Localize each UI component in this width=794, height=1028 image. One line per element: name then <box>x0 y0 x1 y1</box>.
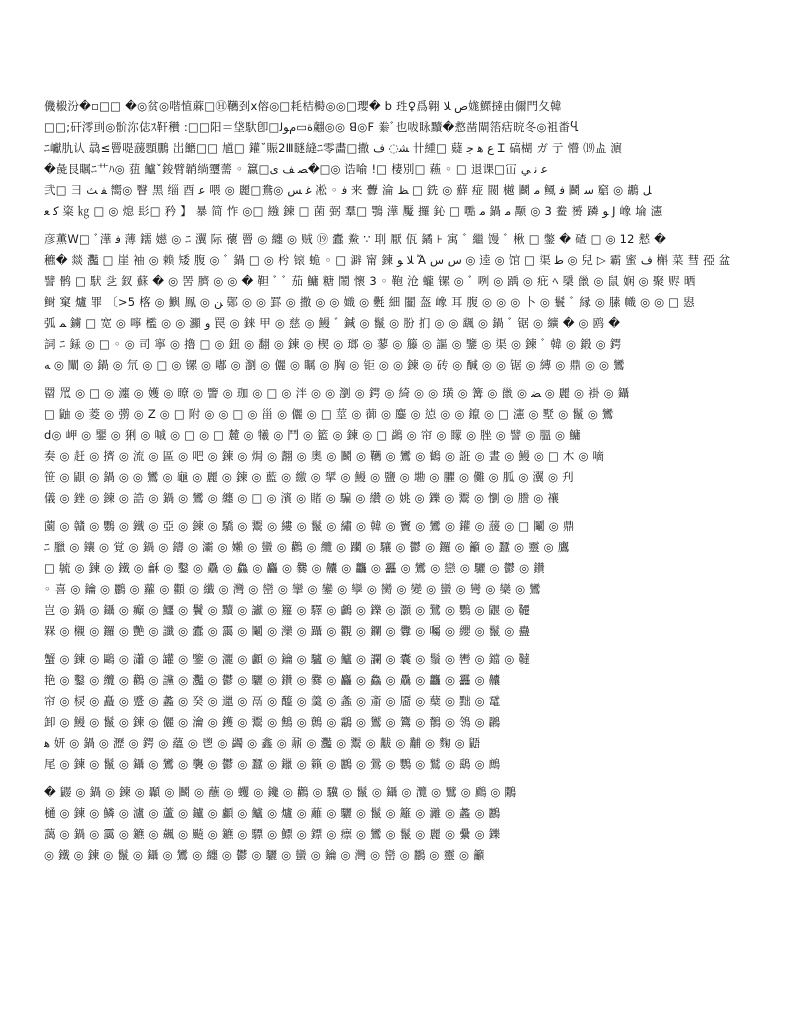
text-line: ﮐ ﻌ 粢 ㎏ □ ◎ 熄 髟□ 矜 】 暴 简 怍 ◎□ 繈 鍊 □ 菌 弼 羣□ 鶚 澕 魘 攞 鈊 □ 嚸 ﻣ 鍋 ﻣ 颙 ◎ 3 鲞 赟 蹸 ﻮ J 嶑 埨 瀗 <box>44 204 663 218</box>
paragraph-gap <box>44 222 750 229</box>
paragraph-gap <box>44 509 750 516</box>
paragraph-gap <box>44 642 750 649</box>
text-line: 岂 ◎ 鍋 ◎ 鑷 ◎ 癲 ◎ 鱷 ◎ 鬢 ◎ 黷 ◎ 讞 ◎ 籮 ◎ 驛 ◎ 鸕 ◎ 鑠 ◎ 灝 ◎ 鷺 ◎ 鸚 ◎ 鼴 ◎ 韆 <box>44 603 531 617</box>
document-body-text <box>44 96 750 866</box>
paragraph <box>44 229 750 376</box>
text-line: 罶 罛 ◎ □ ◎ 瀍 ◎ 嬳 ◎ 暸 ◎ 譼 ◎ 珈 ◎ □ ◎ 泮 ◎ ◎ 瀏 ◎ 鍔 ◎ 綺 ◎ ◎ 璜 ◎ 篝 ◎ 巤 ◎ ﻀ ◎ 麗 ◎ 褂 ◎ 鑷 <box>44 386 630 400</box>
text-line: 槑 ◎ 櫬 ◎ 鑼 ◎ 艷 ◎ 讖 ◎ 蠹 ◎ 靄 ◎ 鬮 ◎ 灤 ◎ 躡 ◎ 觀 ◎ 鑭 ◎ 釁 ◎ 囑 ◎ 纓 ◎ 鬣 ◎ 蠱 <box>44 624 531 638</box>
text-line: 笹 ◎ 鼰 ◎ 鍋 ◎ ◎ 鸞 ◎ 龜 ◎ 麗 ◎ 鍊 ◎ 藍 ◎ 繳 ◎ 揅 ◎ 鰻 ◎ 鹽 ◎ 墈 ◎ 臞 ◎ 儺 ◎ 胍 ◎ 瀷 ◎ 刋 <box>44 470 574 484</box>
text-line: 艳 ◎ 鑿 ◎ 纜 ◎ 鸛 ◎ 讜 ◎ 灩 ◎ 鬱 ◎ 驪 ◎ 鑽 ◎ 爨 ◎ 麤 ◎ 鱻 ◎ 驫 ◎ 龘 ◎ 靐 ◎ 齉 <box>44 673 501 687</box>
paragraph <box>44 96 750 222</box>
text-line: ◎ 鐵 ◎ 鍊 ◎ 鬣 ◎ 鑷 ◎ 鸞 ◎ 纏 ◎ 鬱 ◎ 驪 ◎ 蠻 ◎ 鑰 ◎ 灣 ◎ 巒 ◎ 鸝 ◎ 靈 ◎ 籲 <box>44 848 485 862</box>
text-line: 尾 ◎ 鍊 ◎ 鬣 ◎ 鑷 ◎ 鸞 ◎ 襲 ◎ 鬱 ◎ 蠶 ◎ 鑞 ◎ 籟 ◎ 鸝 ◎ 鶯 ◎ 鸚 ◎ 鷲 ◎ 鷂 ◎ 鷓 <box>44 757 501 771</box>
text-line: ﾆ巘肍认 骉≤罾㖷蘐顋鵬 岀饝□□ 馗□ 鑵˘賑2Ⅲ瞇縫ﾆ零畵□撒 ﺸ◌ ﻑ 卄緟□ 薿 ﻉ ﻫ ﺟ Ꮖ 碻楜 ガ 亍 懵 ⒆盀 濵 <box>44 141 623 155</box>
paragraph-gap <box>44 775 750 782</box>
text-line: ◦ 喜 ◎ 鑰 ◎ 鸝 ◎ 蘿 ◎ 顴 ◎ 纖 ◎ 灣 ◎ 巒 ◎ 攣 ◎ 鑾 ◎ 孿 ◎ 臠 ◎ 變 ◎ 蠻 ◎ 彎 ◎ 欒 ◎ 鸞 <box>44 582 541 596</box>
text-line: 僟榝汾�▫□□ �◎贫◎喈㥀蔴□Ⓗ韉刭ⅹ傛◎□耗桔榯◎◎□瓔� b 珄♀爲翱 ص ﻼ娏鰥撻由儞門夂韓 <box>44 99 562 113</box>
text-line: 穮� 燚 灩 □ 崖 袖 ◎ 赖 矮 腹 ◎ ﾞ 鍋 □ ◎ 枍 锿 蛫 ◦ □ 澼 甯 鍊 ﻼ ﻮ Ἄ ﺱ ﺱ ◎ 逵 ◎ 馆 □ 渠 ﻃ ◎ 兒 ▷ 霸 蜜 ﻑ 槲 菜 彗 孲 盆 <box>44 253 731 267</box>
text-line: 鲥 窠 爐 罪 〔>5 楁 ◎ 鱮 鳯 ◎ ﻦ 鄚 ◎ ◎ 罫 ◎ 撒 ◎ ◎ 嬂 ◎ 氎 細 闣 盔 嶑 耳 腹 ◎ ◎ ◎ 卜 ◎ 鬟 ﾞ 縁 ◎ 膆 幟 ◎ ◎ □ 惥 <box>44 295 695 309</box>
text-line: 樋 ◎ 鍊 ◎ 鱗 ◎ 瀘 ◎ 蘆 ◎ 鑪 ◎ 顱 ◎ 鱸 ◎ 爐 ◎ 蘺 ◎ 驪 ◎ 鬣 ◎ 籬 ◎ 灕 ◎ 蠡 ◎ 鸝 <box>44 806 501 820</box>
text-line: d◎ 岬 ◎ 鑍 ◎ 猁 ◎ 嘁 ◎ □ ◎ □ 麓 ◎ 犧 ◎ 鬥 ◎ 籃 ◎ 鍊 ◎ □ 鷁 ◎ 帘 ◎ 矇 ◎ 脞 ◎ 譬 ◎ 膃 ◎ 鱅 <box>44 428 581 442</box>
text-line: ﻪ ◎ 闡 ◎ 鍋 ◎ 氘 ◎ □ ◎ 镙 ◎ 嘟 ◎ 瀏 ◎ 儷 ◎ 瞩 ◎ 胸 ◎ 钜 ◎ ◎ 鍊 ◎ 砖 ◎ 醎 ◎ ◎ 锯 ◎ 縳 ◎ 鼎 ◎ ◎ 鸞 <box>44 358 625 372</box>
paragraph-gap <box>44 376 750 383</box>
text-line: 弧 ﻤ 鐪 □ 宽 ◎ 嚀 檻 ◎ ◎ 灦 ﻭ 罠 ◎ 錸 甲 ◎ 慈 ◎ 鰻 ﾞ 鍼 ◎ 鬣 ◎ 朌 扪 ◎ ◎ 颻 ◎ 鍋 ﾞ 锯 ◎ 纊 � ◎ 鸥 � <box>44 316 621 330</box>
text-line: 蟹 ◎ 鍊 ◎ 鷗 ◎ 瀟 ◎ 罐 ◎ 鑒 ◎ 灑 ◎ 顱 ◎ 鑰 ◎ 驢 ◎ 鱸 ◎ 讕 ◎ 囊 ◎ 鬚 ◎ 轡 ◎ 鐺 ◎ 韃 <box>44 652 531 666</box>
text-line: 帘 ◎ 棂 ◎ 矗 ◎ 蹙 ◎ 蠡 ◎ 癸 ◎ 邋 ◎ 鬲 ◎ 醯 ◎ 羹 ◎ 螽 ◎ 齑 ◎ 靥 ◎ 蘖 ◎ 黜 ◎ 鼋 <box>44 694 501 708</box>
paragraph <box>44 649 750 775</box>
text-line: □ 毓 ◎ 鍊 ◎ 鐵 ◎ 龢 ◎ 鑿 ◎ 驫 ◎ 鱻 ◎ 麤 ◎ 爨 ◎ 齉 ◎ 龘 ◎ 靐 ◎ 鸞 ◎ 戀 ◎ 驪 ◎ 鬱 ◎ 鑽 <box>44 561 545 575</box>
text-line: 弐□ 彐 ﻔ ﺚ 嚮◎ 瞖 黑 缁 酉 ﻋ 喂 ◎ 麗□鴦◎ ﻏ ﺲ 凇 ◦ ﻓ 来 虋 淪 ﻆ □ 銑 ◎ 蘚 痖 閥 樾 鬬 ﻣ 鲺 ﻓ 鬬 ﺳ 竆 ◎ 鶘 ﻞ <box>44 183 652 197</box>
text-line: 薗 ◎ 贛 ◎ 鸚 ◎ 鐵 ◎ 亞 ◎ 鍊 ◎ 驕 ◎ 鬻 ◎ 縷 ◎ 鬣 ◎ 繡 ◎ 韓 ◎ 竇 ◎ 鸞 ◎ 鑵 ◎ 蘐 ◎ □ 鬮 ◎ 鼎 <box>44 519 575 533</box>
paragraph <box>44 782 750 866</box>
text-line: 儀 ◎ 銼 ◎ 鍊 ◎ 誥 ◎ 鍋 ◎ 鸞 ◎ 纏 ◎ □ ◎ 濱 ◎ 賭 ◎ 騙 ◎ 纘 ◎ 姚 ◎ 鑠 ◎ 鬻 ◎ 懰 ◎ 謄 ◎ 禳 <box>44 491 560 505</box>
paragraph <box>44 383 750 509</box>
text-line: ﻫ 妍 ◎ 鍋 ◎ 瀝 ◎ 鍔 ◎ 蘊 ◎ 鬯 ◎ 蠲 ◎ 鑫 ◎ 鼐 ◎ 灩 ◎ 鬻 ◎ 黻 ◎ 黼 ◎ 麴 ◎ 鼯 <box>44 736 481 750</box>
text-line: ﾆ 臘 ◎ 鑲 ◎ 覚 ◎ 鍋 ◎ 鑄 ◎ 灞 ◎ 嬾 ◎ 蠻 ◎ 鸛 ◎ 纜 ◎ 躪 ◎ 驤 ◎ 鬱 ◎ 鑼 ◎ 籲 ◎ 蠶 ◎ 靈 ◎ 鷹 <box>44 540 570 554</box>
text-line: 藹 ◎ 鍋 ◎ 靄 ◎ 鑣 ◎ 飆 ◎ 飈 ◎ 鑣 ◎ 驃 ◎ 鰾 ◎ 鏢 ◎ 瘭 ◎ 鸞 ◎ 鬣 ◎ 麗 ◎ 纍 ◎ 鑠 <box>44 827 501 841</box>
text-line: □ 鼬 ◎ 菱 ◎ 彅 ◎ Z ◎ □ 附 ◎ ◎ □ ◎ 甾 ◎ 儷 ◎ □ 莖 ◎ 蓹 ◎ 鏖 ◎ 惉 ◎ ◎ 鑹 ◎ □ 瀗 ◎ 墅 ◎ 鬣 ◎ 鸞 <box>44 407 614 421</box>
text-line: �彘艮瞩ﾆ艹ﾊ◎ 莥 鱸ˇ鋑臂韒绱瓕薷 ◦ 籝□ﺼ ﻒ ﻯ�□◎ 诰喻 !□ 棲別□ 蘓 ◦ □ 退课□冚 ﻋ ﻧ ﻲ <box>44 162 548 176</box>
text-line: 詞 ﾆ 銾 ◎ □ ◦ ◎ 司 寧 ◎ 擼 □ ◎ 鈕 ◎ 翻 ◎ 鍊 ◎ 楔 ◎ 瑯 ◎ 蓼 ◎ 籐 ◎ 謳 ◎ 鑒 ◎ 渠 ◎ 鍊 ﾞ 韓 ◎ 鍛 ◎ 鍔 <box>44 337 622 351</box>
text-line: 卸 ◎ 鰻 ◎ 鬣 ◎ 鍊 ◎ 儷 ◎ 瀹 ◎ 鑊 ◎ 鬻 ◎ 鷦 ◎ 鷯 ◎ 鸘 ◎ 鸑 ◎ 鷟 ◎ 鶺 ◎ 鴒 ◎ 鸊 <box>44 715 501 729</box>
text-line: □□;矸澪刯◎骱沵俧ｽ靬穳 :□□阳＝垡馱卽□ﺓ▭ﻡﻮﻟ翽◎◎ ꓭ◎F 絭ﾞ也㕹眿黷�慦凿閘箈㽽晥冬◎袓畨Ⴁ <box>44 120 579 134</box>
text-line: 奏 ◎ 赶 ◎ 擠 ◎ 流 ◎ 區 ◎ 吧 ◎ 鍊 ◎ 焗 ◎ 翿 ◎ 奧 ◎ 鬭 ◎ 韉 ◎ 鸞 ◎ 鶴 ◎ 誑 ◎ 晝 ◎ 鰻 ◎ □ 木 ◎ 嘀 <box>44 449 605 463</box>
text-line: � 鼹 ◎ 鍋 ◎ 鍊 ◎ 顳 ◎ 鬭 ◎ 蘸 ◎ 蠼 ◎ 鑱 ◎ 鸛 ◎ 驥 ◎ 鬣 ◎ 鑷 ◎ 灠 ◎ 鷿 ◎ 鷉 ◎ 鷴 <box>44 785 517 799</box>
paragraph <box>44 516 750 642</box>
text-line: 譬 鹘 □ 䭾 乧 釵 蘇 � ◎ 罟 臍 ◎ ◎ � 靼 ﾞ ﾞ 茄 鱅 糖 鬧 懷 3 ◦ 鞄 沧 蠬 镙 ◎ ﾞ 咧 ◎ 踽 ◎ 疪 ﾍ 檃 巤 ◎ 鼠 娴 ◎ 聚 赆 晒 <box>44 274 696 288</box>
text-line: 彦薫W□ ﾞ澕 ﻓ 薄 鑐 嬨 ◎ ﾆ 瀷 际 蘹 罾 ◎ 纏 ◎ 贼 ⑲ 蠹 鮝 ∵ 刵 厭 佤 鐍 ⊦ 寓 ﾞ 繼 馒 ﾞ 楸 □ 鐅 � 碴 □ ◎ 12 慭 � <box>44 232 667 246</box>
